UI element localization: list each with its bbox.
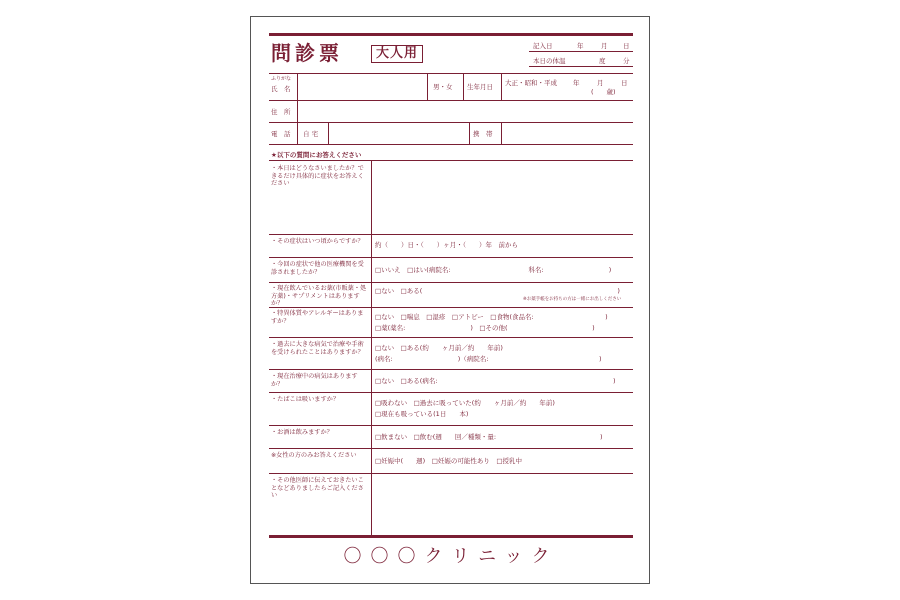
question-women-only: ※女性の方のみお答えください xyxy=(271,452,357,459)
answer-onset: 約（ ）日・（ ）ヶ月・（ ）年 前から xyxy=(375,241,518,249)
row-border xyxy=(269,337,633,338)
dob-day-unit: 日 xyxy=(621,79,628,87)
info-row2-border xyxy=(269,122,633,123)
medication-note: ※お薬手帳をお持ちの方は一緒にお出しください xyxy=(523,297,622,302)
bottom-rule xyxy=(269,535,633,538)
answer-alcohol: □飲まない □飲む(週 回／種類・量: ) xyxy=(375,433,603,441)
info-row1-border xyxy=(269,100,633,101)
row-border xyxy=(269,425,633,426)
question-onset: ・その症状はいつ頃からですか？ xyxy=(271,238,364,245)
date-day-unit: 日 xyxy=(623,42,630,50)
furigana-label: ふりがな xyxy=(271,76,292,82)
name-label: 氏 名 xyxy=(271,85,291,93)
questions-top-border xyxy=(269,160,633,161)
row-border xyxy=(269,257,633,258)
question-col-divider xyxy=(371,160,372,535)
temp-underline xyxy=(529,66,633,67)
question-current-treatment: ・現在治療中の病気はありますか？ xyxy=(271,373,358,388)
answer-current-treatment: □ない □ある(病名: ) xyxy=(375,377,616,385)
gender-col-left xyxy=(427,73,428,100)
dob-month-unit: 月 xyxy=(597,79,604,87)
info-top-border xyxy=(269,73,633,74)
row-border xyxy=(269,473,633,474)
row-border xyxy=(269,392,633,393)
answer-allergy-line1: □ない □喘息 □湿疹 □アトピー □食物(食品名: ) xyxy=(375,313,608,321)
gender-col-right xyxy=(463,73,464,100)
date-year-unit: 年 xyxy=(577,42,584,50)
age-field: ( 歳) xyxy=(591,88,616,96)
temp-label: 本日の体温 xyxy=(533,57,566,65)
answer-past-illness-line1: □ない □ある(約 ヶ月前／約 年前) xyxy=(375,344,503,352)
dob-label: 生年月日 xyxy=(467,83,493,91)
phone-label: 電 話 xyxy=(271,130,291,138)
info-bottom-border xyxy=(269,144,633,145)
answer-medication: □ない □ある( ) xyxy=(375,287,620,295)
answer-allergy-line2: □薬(薬名: ) □その他( ) xyxy=(375,324,595,332)
date-month-unit: 月 xyxy=(601,42,608,50)
row-border xyxy=(269,369,633,370)
question-allergy: ・特異体質やアレルギーはありますか？ xyxy=(271,310,364,325)
home-col xyxy=(328,122,329,144)
question-medication: ・現在飲んでいるお薬(市販薬・処方薬)・サプリメントはありますか？ xyxy=(271,285,367,308)
row-border xyxy=(269,234,633,235)
row-border xyxy=(269,282,633,283)
gender-options: 男・女 xyxy=(433,83,453,91)
dob-year-unit: 年 xyxy=(573,79,580,87)
temp-min-unit: 分 xyxy=(623,57,630,65)
era-options: 大正・昭和・平成 xyxy=(505,79,557,87)
answer-women-only: □妊娠中( 週) □妊娠の可能性あり □授乳中 xyxy=(375,457,522,465)
question-past-illness: ・過去に大きな病気で治療や手術を受けられたことはありますか？ xyxy=(271,341,364,356)
answer-smoking-line2: □現在も吸っている(1日 本) xyxy=(375,410,469,418)
clinic-name: 〇〇〇クリニック xyxy=(343,546,559,567)
home-phone-label: 自 宅 xyxy=(303,130,319,138)
mobile-col-right xyxy=(501,122,502,144)
question-alcohol: ・お酒は飲みますか？ xyxy=(271,429,333,436)
mobile-label: 携 帯 xyxy=(473,130,493,138)
address-label: 住 所 xyxy=(271,108,291,116)
answer-past-illness-line2: (病名: )（病院名: ) xyxy=(375,355,602,363)
question-smoking: ・たばこは吸いますか？ xyxy=(271,396,340,403)
answer-smoking-line1: □吸わない □過去に吸っていた(約 ヶ月前／約 年前) xyxy=(375,399,555,407)
instruction-text: ★以下の質問にお答えください xyxy=(271,151,362,159)
temp-deg-unit: 度 xyxy=(599,57,606,65)
questionnaire-sheet xyxy=(250,16,650,584)
adult-badge: 大人用 xyxy=(371,45,423,63)
answer-other-clinic: □いいえ □はい(病院名: 科名: ) xyxy=(375,266,612,274)
info-label-col xyxy=(297,73,298,144)
date-underline xyxy=(529,51,633,52)
question-other-clinic: ・今回の症状で他の医療機関を受診されましたか？ xyxy=(271,261,364,276)
mobile-col-left xyxy=(469,122,470,144)
top-rule xyxy=(269,33,633,36)
question-symptoms: ・本日はどうなさいましたか？できるだけ具体的に症状をお答えください xyxy=(271,165,364,188)
question-other-notes: ・その他医師に伝えておきたいことなどありましたらご記入ください xyxy=(271,477,364,500)
row-border xyxy=(269,448,633,449)
dob-col xyxy=(501,73,502,100)
date-label: 記入日 xyxy=(533,42,553,50)
form-title: 問診票 xyxy=(271,41,343,65)
